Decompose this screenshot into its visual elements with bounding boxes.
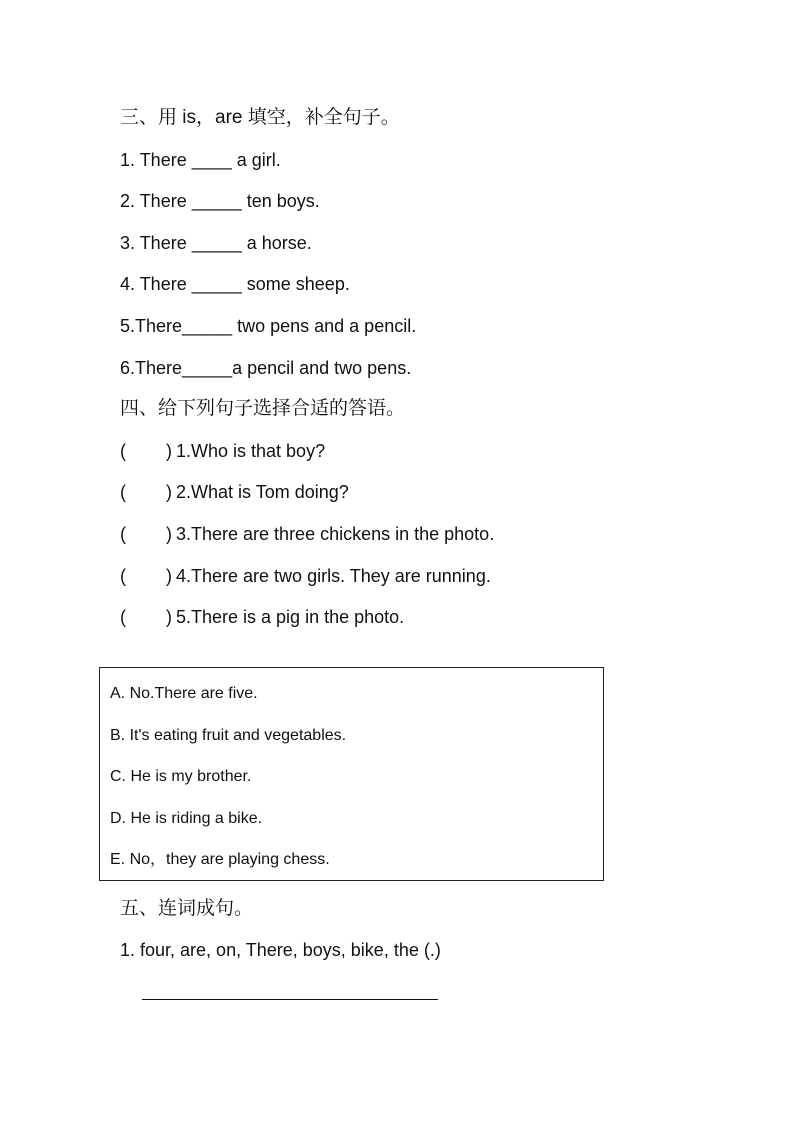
match-question-row xyxy=(120,523,494,545)
match-question: 4.There are two girls. They are running. xyxy=(176,566,491,586)
match-question-row xyxy=(120,565,491,587)
fill-blank-item-1: 1. There ____ a girl. xyxy=(120,150,281,170)
answer-option-a: A. No.There are five. xyxy=(110,685,258,702)
answer-paren: ( ) xyxy=(120,607,172,627)
answer-paren: ( ) xyxy=(120,441,172,461)
answer-options-box xyxy=(99,667,604,881)
answer-paren: ( ) xyxy=(120,566,172,586)
match-question: 3.There are three chickens in the photo. xyxy=(176,524,495,544)
answer-paren: ( ) xyxy=(120,482,172,502)
section-4-heading: 四、给下列句子选择合适的答语。 xyxy=(120,398,406,419)
fill-blank-item-2: 2. There _____ ten boys. xyxy=(120,191,320,211)
answer-option-e: E. No，they are playing chess. xyxy=(110,851,330,868)
fill-blank-item-3: 3. There _____ a horse. xyxy=(120,233,312,253)
answer-writing-line xyxy=(142,999,438,1000)
word-order-item-1: 1. four, are, on, There, boys, bike, the (.) xyxy=(120,940,441,960)
answer-paren: ( ) xyxy=(120,524,172,544)
fill-blank-item-5: 5.There_____ two pens and a pencil. xyxy=(120,316,417,336)
match-question-row xyxy=(120,606,404,628)
fill-blank-item-4: 4. There _____ some sheep. xyxy=(120,274,350,294)
section-5-heading: 五、连词成句。 xyxy=(120,898,254,919)
section-3-heading: 三、用 is，are 填空，补全句子。 xyxy=(120,107,400,128)
match-question: 5.There is a pig in the photo. xyxy=(176,607,405,627)
fill-blank-item-6: 6.There_____a pencil and two pens. xyxy=(120,358,412,378)
match-question-row xyxy=(120,481,349,503)
answer-option-b: B. It's eating fruit and vegetables. xyxy=(110,727,347,744)
match-question-row xyxy=(120,440,325,462)
answer-option-d: D. He is riding a bike. xyxy=(110,810,263,827)
match-question: 1.Who is that boy? xyxy=(176,441,326,461)
match-question: 2.What is Tom doing? xyxy=(176,482,349,502)
answer-option-c: C. He is my brother. xyxy=(110,768,252,785)
